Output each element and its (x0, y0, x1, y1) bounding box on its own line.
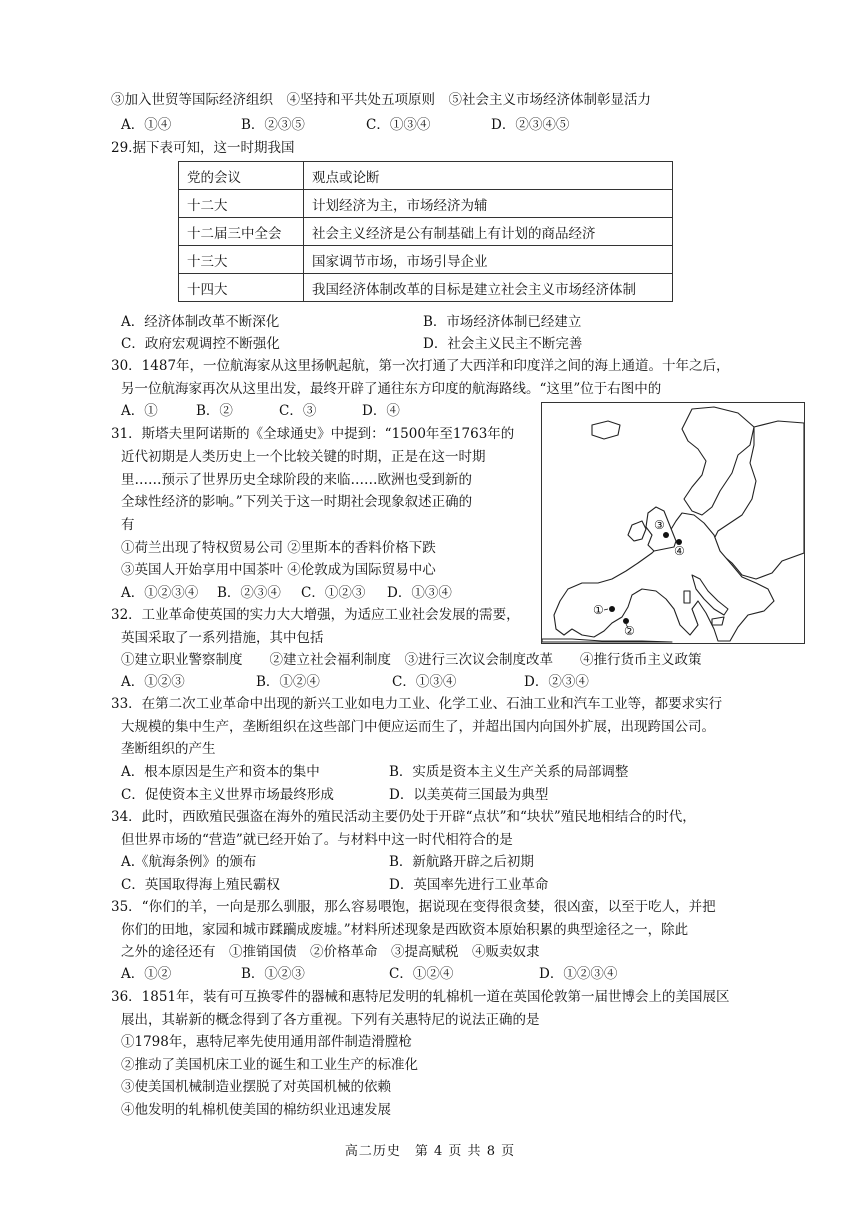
europe-map (541, 402, 805, 644)
q32-option-d[interactable]: D．②③④ (524, 674, 589, 690)
map-label-2: ② (624, 624, 635, 638)
q29-option-b[interactable]: B．市场经济体制已经建立 (423, 314, 582, 330)
q36-line: 36．1851年，装有可互换零件的器械和惠特尼发明的轧棉机一道在英国伦敦第一届世博会上的美国展区 (111, 989, 730, 1005)
q36-line: ③使美国机械制造业摆脱了对英国机械的依赖 (121, 1079, 391, 1095)
table-row (179, 218, 673, 246)
q32-line: 英国采取了一系列措施，其中包括 (121, 630, 324, 646)
q33-line: 大规模的集中生产，垄断组织在这些部门中便应运而生了，并超出国内向国外扩展，出现跨国公司。 (121, 719, 715, 735)
table-cell: 社会主义经济是公有制基础上有计划的商品经济 (304, 218, 673, 246)
q28-option-c[interactable]: C．①③④ (366, 117, 431, 133)
q33-option-b[interactable]: B．实质是资本主义生产关系的局部调整 (389, 764, 629, 780)
map-label-1: ① (593, 603, 604, 617)
q36-line: ④他发明的轧棉机使美国的棉纺织业迅速发展 (121, 1102, 391, 1118)
q34-option-b[interactable]: B．新航路开辟之后初期 (389, 854, 534, 870)
q31-option-b[interactable]: B．②③④ (217, 585, 281, 601)
q28-option-b[interactable]: B．②③⑤ (241, 117, 305, 133)
q31-line: 近代初期是人类历史上一个比较关键的时期，正是在这一时期 (121, 449, 486, 465)
table-row (179, 274, 673, 302)
q36-line: ②推动了美国机床工业的诞生和工业生产的标准化 (121, 1057, 418, 1073)
q30-option-c[interactable]: C．③ (279, 403, 317, 419)
q29-stem: 29.据下表可知，这一时期我国 (111, 140, 295, 156)
q30-line: 30．1487年，一位航海家从这里扬帆起航，第一次打通了大西洋和印度洋之间的海上通道。十年之后， (111, 358, 730, 374)
table-cell: 十二大 (179, 190, 304, 218)
table-cell: 我国经济体制改革的目标是建立社会主义市场经济体制 (304, 274, 673, 302)
q29-option-c[interactable]: C．政府宏观调控不断强化 (121, 336, 280, 352)
party-meeting-table (178, 161, 673, 302)
q29-option-d[interactable]: D．社会主义民主不断完善 (423, 336, 583, 352)
q32-option-c[interactable]: C．①③④ (392, 674, 457, 690)
q33-line: 垄断组织的产生 (121, 741, 216, 757)
q35-line: 之外的途径还有 ①推销国债 ②价格革命 ③提高赋税 ④贩卖奴隶 (121, 944, 540, 960)
q31-option-d[interactable]: D．①③④ (387, 585, 452, 601)
q30-option-d[interactable]: D．④ (362, 403, 400, 419)
q32-line: 32．工业革命使英国的实力大大增强，为适应工业社会发展的需要， (111, 607, 520, 623)
q33-line: 33．在第二次工业革命中出现的新兴工业如电力工业、化学工业、石油工业和汽车工业等，都要求实行 (111, 696, 723, 712)
table-cell: 计划经济为主，市场经济为辅 (304, 190, 673, 218)
q31-option-c[interactable]: C．①②③ (301, 585, 366, 601)
table-cell: 十四大 (179, 274, 304, 302)
q29-option-a[interactable]: A．经济体制改革不断深化 (121, 314, 280, 330)
q36-line: 展出，其崭新的概念得到了各方重视。下列有关惠特尼的说法正确的是 (121, 1012, 540, 1028)
q35-option-a[interactable]: A．①② (121, 966, 172, 982)
map-label-4: ④ (674, 544, 685, 558)
q33-option-d[interactable]: D．以美英荷三国最为典型 (389, 787, 549, 803)
q31-option-a[interactable]: A．①②③④ (121, 585, 199, 601)
q35-option-c[interactable]: C．①②④ (389, 966, 454, 982)
europe-map-svg (542, 403, 804, 643)
page-footer: 高二历史 第 4 页 共 8 页 (344, 1144, 516, 1159)
q31-line: 31．斯塔夫里阿诺斯的《全球通史》中提到：“1500年至1763年的 (111, 426, 515, 442)
q28-option-d[interactable]: D．②③④⑤ (491, 117, 570, 133)
table-row (179, 246, 673, 274)
q30-option-b[interactable]: B．② (196, 403, 233, 419)
q32-option-b[interactable]: B．①②④ (256, 674, 320, 690)
table-header-cell: 党的会议 (179, 162, 304, 190)
q35-line: 你们的田地，家园和城市蹂躏成废墟。”材料所述现象是西欧资本原始积累的典型途径之一，除此 (121, 922, 689, 938)
q36-line: ①1798年，惠特尼率先使用通用部件制造滑膛枪 (121, 1034, 412, 1050)
table-cell: 国家调节市场，市场引导企业 (304, 246, 673, 274)
q32-option-a[interactable]: A．①②③ (121, 674, 185, 690)
q30-option-a[interactable]: A．① (121, 403, 158, 419)
q34-option-c[interactable]: C．英国取得海上殖民霸权 (121, 877, 280, 893)
q31-line: 有 (121, 517, 135, 533)
q35-line: 35．“你们的羊，一向是那么驯服，那么容易喂饱，据说现在变得很贪婪，很凶蛮，以至于吃人，并把 (111, 899, 716, 915)
q34-line: 但世界市场的“营造”就已经开始了。与材料中这一时代相符合的是 (121, 832, 513, 848)
q30-line: 另一位航海家再次从这里出发，最终开辟了通往东方印度的航海路线。“这里”位于右图中的 (121, 381, 662, 397)
q32-line: ①建立职业警察制度 ②建立社会福利制度 ③进行三次议会制度改革 ④推行货币主义政策 (121, 652, 702, 668)
q35-option-b[interactable]: B．①②③ (241, 966, 305, 982)
table-row (179, 190, 673, 218)
q33-option-c[interactable]: C．促使资本主义世界市场最终形成 (121, 787, 334, 803)
q34-option-a[interactable]: A.《航海条例》的颁布 (121, 854, 257, 870)
q28-items: ③加入世贸等国际经济组织 ④坚持和平共处五项原则 ⑤社会主义市场经济体制彰显活力 (111, 92, 651, 108)
q33-option-a[interactable]: A．根本原因是生产和资本的集中 (121, 764, 320, 780)
map-label-3: ③ (654, 518, 665, 532)
q31-line: 全球性经济的影响。”下列关于这一时期社会现象叙述正确的 (121, 494, 473, 510)
q35-option-d[interactable]: D．①②③④ (539, 966, 618, 982)
q34-option-d[interactable]: D．英国率先进行工业革命 (389, 877, 549, 893)
q28-option-a[interactable]: A．①④ (121, 117, 172, 133)
q31-line: 里……预示了世界历史全球阶段的来临……欧洲也受到新的 (121, 472, 472, 488)
table-header-cell: 观点或论断 (304, 162, 673, 190)
table-cell: 十二届三中全会 (179, 218, 304, 246)
table-header-row (179, 162, 673, 190)
table-cell: 十三大 (179, 246, 304, 274)
q31-line: ③英国人开始享用中国茶叶 ④伦敦成为国际贸易中心 (121, 562, 436, 578)
q34-line: 34．此时，西欧殖民强盗在海外的殖民活动主要仍处于开辟“点状”和“块状”殖民地相结合的时代， (111, 809, 696, 825)
q31-line: ①荷兰出现了特权贸易公司 ②里斯本的香料价格下跌 (121, 540, 436, 556)
